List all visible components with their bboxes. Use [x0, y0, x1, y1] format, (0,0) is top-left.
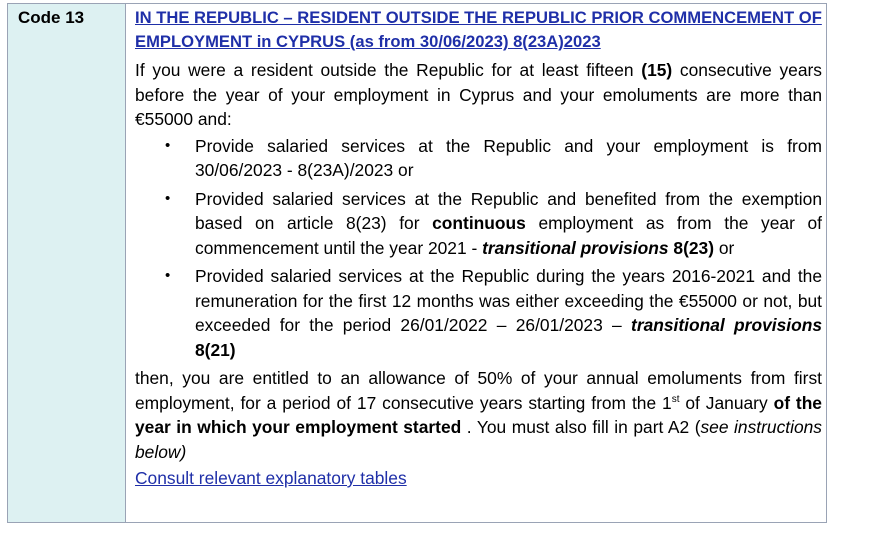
heading-line-2: EMPLOYMENT in CYPRUS (as from 30/06/2023) 8(23A)2023 [135, 32, 601, 51]
conclusion-text-d: . You must also fill in part A2 ( [461, 417, 701, 437]
bullet-2-text-a: Provided salaried services at the Republic and benefited from the exemption based on article 8(23) for [195, 188, 822, 233]
intro-years-bold: (15) [641, 60, 673, 80]
bullet-icon: • [165, 189, 171, 207]
bullet-3-transitional: transitional provisions [631, 315, 822, 335]
section-heading[interactable] [135, 6, 822, 54]
bullet-icon: • [165, 267, 171, 284]
explanatory-tables-link[interactable]: Consult relevant explanatory tables [135, 468, 407, 488]
conclusion-see-instructions: see instructions below) [135, 417, 823, 462]
bullet-2-article: 8(23) [668, 237, 715, 258]
code-column [8, 4, 126, 522]
intro-text-c: consecutive years before the year of your employment in Cyprus and your emoluments are more than €55000 and: [135, 60, 822, 129]
conclusion-text-b: of January [679, 392, 774, 413]
intro-text-a: If you were a resident outside the Republic for at least fifteen [135, 60, 642, 80]
description-column [126, 4, 826, 522]
conclusion-text-a: then, you are entitled to an allowance of 50% of your annual emoluments from first employment, for a period of 17 consecutive years starting from the 1 [135, 368, 822, 413]
conditions-list [135, 134, 822, 363]
ordinal-suffix: st [671, 393, 680, 405]
heading-line-1: IN THE REPUBLIC – RESIDENT OUTSIDE THE REPUBLIC PRIOR COMMENCEMENT OF [135, 8, 822, 27]
list-item [135, 264, 822, 362]
bullet-2-text-c: employment as from the year of commencement until the year 2021 - [195, 213, 822, 258]
bullet-3-article: 8(21) [195, 339, 236, 360]
conclusion-bold: of the year in which your employment started [135, 392, 822, 437]
bullet-2-or: or [714, 237, 735, 258]
code-label: Code 13 [18, 8, 85, 27]
bullet-2-continuous: continuous [432, 213, 526, 233]
bullet-2-transitional: transitional provisions [482, 237, 669, 258]
list-item [135, 187, 822, 261]
info-table [7, 3, 827, 523]
intro-paragraph [135, 58, 822, 132]
list-item [135, 134, 822, 183]
bullet-icon: • [165, 136, 171, 154]
conclusion-paragraph [135, 366, 822, 464]
bullet-1-text: Provide salaried services at the Republic and your employment is from 30/06/2023 - 8(23A)/2023 or [195, 135, 822, 180]
bullet-3-text-a: Provided salaried services at the Republic during the years 2016-2021 and the remuneration for the first 12 months was either exceeding the €55000 or not, but exceeded for the period 26/01/2022 – 26/01/2023 – [195, 266, 822, 335]
